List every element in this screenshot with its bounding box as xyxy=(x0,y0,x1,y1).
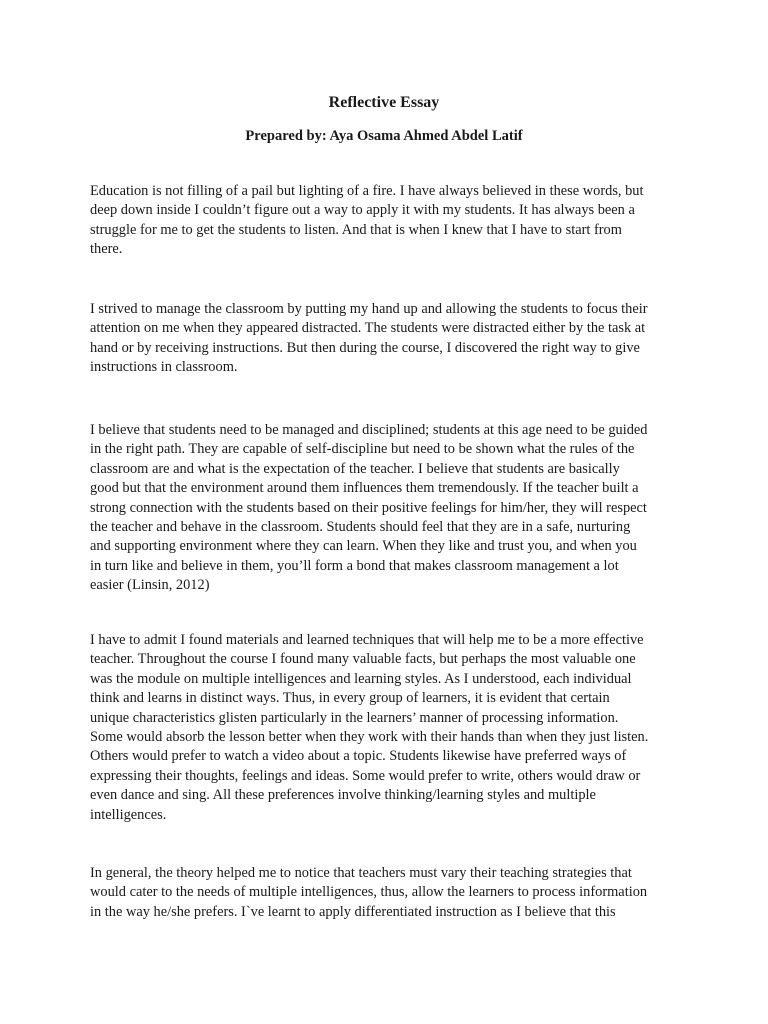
paragraph-line: unique characteristics glisten particularly in the learners’ manner of processing information. xyxy=(90,709,619,726)
paragraph-line: even dance and sing. All these preferences involve thinking/learning styles and multiple xyxy=(90,787,596,804)
paragraph-line: and supporting environment where they can learn. When they like and trust you, and when you xyxy=(90,538,637,555)
paragraph-line: hand or by receiving instructions. But then during the course, I discovered the right way to give xyxy=(90,339,640,356)
paragraph-line: in the way he/she prefers. I`ve learnt to apply differentiated instruction as I believe that this xyxy=(90,903,616,920)
paragraph-4 xyxy=(90,631,690,825)
paragraph-line: In general, the theory helped me to notice that teachers must vary their teaching strategies that xyxy=(90,865,632,881)
paragraph-line: Some would absorb the lesson better when they work with their hands than when they just listen. xyxy=(90,729,649,746)
paragraph-line: classroom are and what is the expectation of the teacher. I believe that students are basically xyxy=(90,460,620,477)
paragraph-line: intelligences. xyxy=(90,806,167,823)
paragraph-line: think and learns in distinct ways. Thus, in every group of learners, it is evident that certain xyxy=(90,690,610,707)
paragraph-line: struggle for me to get the students to listen. And that is when I knew that I have to start from xyxy=(90,221,622,238)
paragraph-line: would cater to the needs of multiple intelligences, thus, allow the learners to process information xyxy=(90,884,648,901)
paragraph-line: Others would prefer to watch a video about a topic. Students likewise have preferred ways of xyxy=(90,748,627,765)
paragraph-line: instructions in classroom. xyxy=(90,359,238,376)
paragraph-line: easier (Linsin, 2012) xyxy=(90,577,210,594)
paragraph-5 xyxy=(90,864,690,922)
paragraph-line: expressing their thoughts, feelings and ideas. Some would prefer to write, others would draw or xyxy=(90,767,641,784)
paragraph-line: there. xyxy=(90,241,123,258)
paragraph-1 xyxy=(90,182,690,260)
author-byline: Prepared by: Aya Osama Ahmed Abdel Latif xyxy=(245,128,523,144)
paragraph-line: I believe that students need to be managed and disciplined; students at this age need to be guided xyxy=(90,422,648,438)
paragraph-line: Education is not filling of a pail but lighting of a fire. I have always believed in these words, but xyxy=(90,183,644,199)
paragraph-3 xyxy=(90,421,690,596)
paragraph-line: teacher. Throughout the course I found many valuable facts, but perhaps the most valuable one xyxy=(90,651,636,668)
paragraph-line: in turn like and believe in them, you’ll form a bond that makes classroom management a lot xyxy=(90,557,619,574)
paragraph-line: attention on me when they appeared distracted. The students were distracted either by the task at xyxy=(90,320,646,337)
paragraph-line: in the right path. They are capable of self-discipline but need to be shown what the rules of the xyxy=(90,441,635,458)
paragraph-2 xyxy=(90,300,690,378)
paragraph-line: strong connection with the students based on their positive feelings for him/her, they will respect xyxy=(90,499,647,516)
paragraph-line: I strived to manage the classroom by putting my hand up and allowing the students to focus their xyxy=(90,301,648,317)
paragraph-line: good but that the environment around them influences them tremendously. If the teacher built a xyxy=(90,480,639,497)
page-title: Reflective Essay xyxy=(328,94,440,111)
paragraph-line: I have to admit I found materials and learned techniques that will help me to be a more effective xyxy=(90,632,644,648)
paragraph-line: was the module on multiple intelligences and learning styles. As I understood, each individual xyxy=(90,670,632,687)
paragraph-line: the teacher and behave in the classroom. Students should feel that they are in a safe, nurturing xyxy=(90,519,631,536)
paragraph-line: deep down inside I couldn’t figure out a way to apply it with my students. It has always been a xyxy=(90,202,635,219)
